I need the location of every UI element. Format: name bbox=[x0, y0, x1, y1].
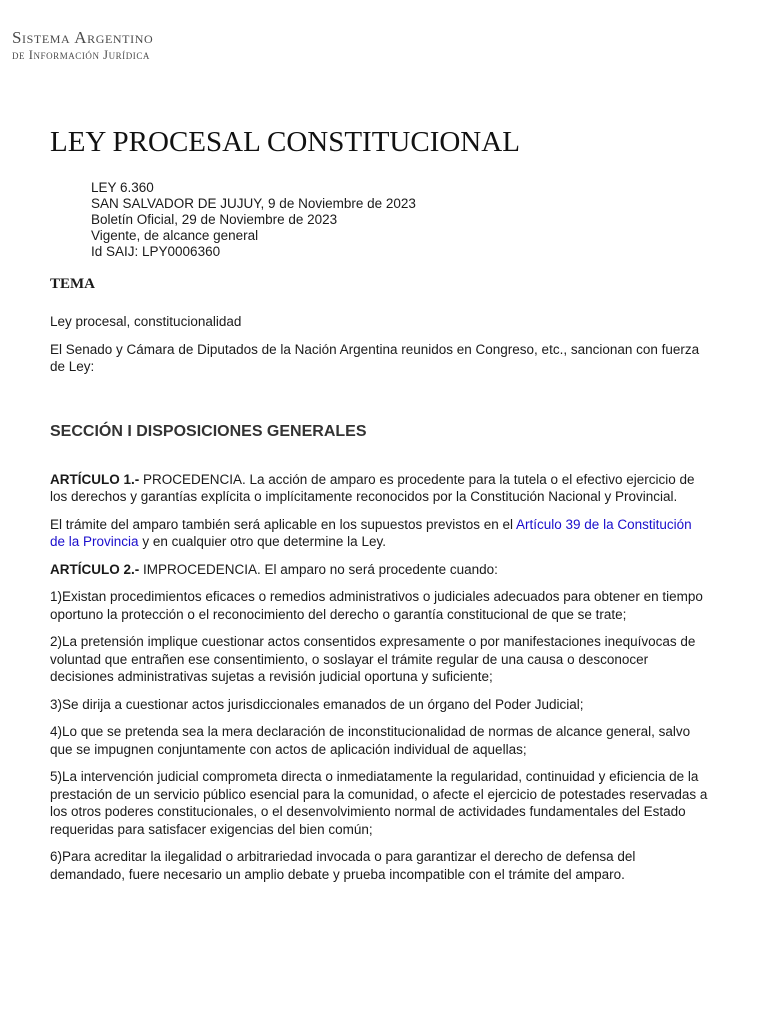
article-1-paragraph-2 bbox=[50, 516, 710, 551]
article-1-text: PROCEDENCIA. La acción de amparo es procedente para la tutela o el efectivo ejercicio de los derechos y garantías explícita o implícitamente reconocidos por la Constitución Nacional y Provincial. bbox=[50, 471, 695, 505]
official-bulletin: Boletín Oficial, 29 de Noviembre de 2023 bbox=[91, 212, 338, 228]
document-meta bbox=[91, 180, 710, 260]
document-body bbox=[50, 124, 710, 893]
article-2-text: IMPROCEDENCIA. El amparo no será procedente cuando: bbox=[139, 561, 498, 577]
preamble: El Senado y Cámara de Diputados de la Nación Argentina reunidos en Congreso, etc., sancionan con fuerza de Ley: bbox=[50, 341, 700, 375]
validity-status: Vigente, de alcance general bbox=[91, 228, 259, 244]
article-2-item-1: 1)Existan procedimientos eficaces o remedios administrativos o judiciales adecuados para obtener en tiempo oportuno la protección o el reconocimiento del derecho o garantía constitucional de que se trate; bbox=[50, 589, 703, 622]
logo-line-2: de Información Jurídica bbox=[12, 48, 150, 62]
article-2-item-3: 3)Se dirija a cuestionar actos jurisdiccionales emanados de un órgano del Poder Judicial; bbox=[50, 696, 584, 712]
article-2-item-5: 5)La intervención judicial comprometa directa o inmediatamente la regularidad, continuidad y eficiencia de la prestación de un servicio público esencial para la comunidad, o afecte el ejercicio de potestades reservadas a los otros poderes constitucionales, o el desenvolvimiento normal de actividades fundamentales del Estado requeridas para satisfacer exigencias del bien común; bbox=[50, 769, 708, 837]
logo-line-1: Sistema Argentino bbox=[12, 28, 154, 47]
saij-id: Id SAIJ: LPY0006360 bbox=[91, 244, 221, 260]
law-place-date: SAN SALVADOR DE JUJUY, 9 de Noviembre de 2023 bbox=[91, 196, 416, 212]
article-2-item-2: 2)La pretensión implique cuestionar actos consentidos expresamente o por manifestaciones inequívocas de voluntad que entrañen ese consentimiento, o soslayar el trámite regular de una causa o desconocer decisiones administrativas sujetas a revisión judicial oportuna y suficiente; bbox=[50, 634, 696, 685]
tema-text: Ley procesal, constitucionalidad bbox=[50, 314, 242, 330]
constitution-article-39-link[interactable]: Artículo 39 de la Constitución de la Provincia bbox=[50, 516, 692, 550]
article-2-item-4: 4)Lo que se pretenda sea la mera declaración de inconstitucionalidad de normas de alcance general, salvo que se impugnen conjuntamente con actos de aplicación individual de aquellas; bbox=[50, 724, 691, 757]
tema-heading: TEMA bbox=[50, 276, 95, 293]
article-2-label: ARTÍCULO 2.- bbox=[50, 561, 140, 577]
saij-logo bbox=[12, 29, 153, 62]
article-2-item-6: 6)Para acreditar la ilegalidad o arbitrariedad invocada o para garantizar el derecho de defensa del demandado, fuere necesario un amplio debate y prueba incompatible con el trámite del amparo. bbox=[50, 849, 636, 882]
law-number: LEY 6.360 bbox=[91, 180, 154, 196]
article-1-p2-before: El trámite del amparo también será aplicable en los supuestos previstos en el bbox=[50, 516, 517, 532]
article-2 bbox=[50, 561, 710, 579]
article-1-p2-after: y en cualquier otro que determine la Ley. bbox=[138, 534, 386, 550]
article-1-label: ARTÍCULO 1.- bbox=[50, 471, 140, 487]
document-title: LEY PROCESAL CONSTITUCIONAL bbox=[50, 126, 520, 158]
article-1 bbox=[50, 471, 710, 506]
section-title: SECCIÓN I DISPOSICIONES GENERALES bbox=[50, 422, 367, 440]
